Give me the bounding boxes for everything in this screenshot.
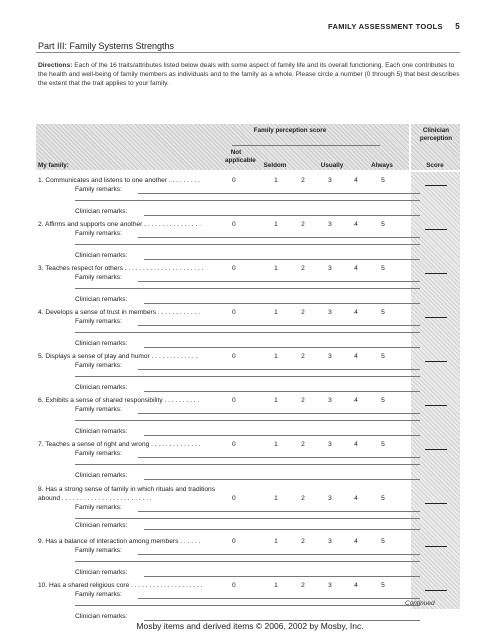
score-option-2[interactable]: 2 xyxy=(301,221,305,228)
family-remarks-label: Family remarks: xyxy=(75,362,122,369)
clinician-remarks-label: Clinician remarks: xyxy=(75,569,128,576)
trait-item-10 xyxy=(36,582,460,626)
family-remarks-line[interactable] xyxy=(75,561,420,562)
clinician-remarks-line[interactable] xyxy=(144,347,420,348)
family-remarks-label: Family remarks: xyxy=(75,450,122,457)
clinician-score-blank[interactable] xyxy=(425,273,447,274)
score-option-2[interactable]: 2 xyxy=(301,441,305,448)
not-applicable-option[interactable]: 0 xyxy=(232,221,236,228)
score-option-4[interactable]: 4 xyxy=(354,177,358,184)
score-option-4[interactable]: 4 xyxy=(354,309,358,316)
family-remarks-line[interactable] xyxy=(138,511,420,512)
trait-item-6 xyxy=(36,397,460,441)
trait-item-2 xyxy=(36,221,460,265)
clinician-remarks-line[interactable] xyxy=(144,303,420,304)
header-clinician-perception: Clinician perception xyxy=(419,127,453,142)
page-number: 5 xyxy=(455,22,460,31)
clinician-remarks-line[interactable] xyxy=(144,259,420,260)
trait-item-1 xyxy=(36,177,460,221)
clinician-score-blank[interactable] xyxy=(425,317,447,318)
clinician-remarks-label: Clinician remarks: xyxy=(75,252,128,259)
score-option-2[interactable]: 2 xyxy=(301,309,305,316)
score-option-4[interactable]: 4 xyxy=(354,582,358,589)
not-applicable-option[interactable]: 0 xyxy=(232,538,236,545)
score-option-5[interactable]: 5 xyxy=(381,265,385,272)
score-option-5[interactable]: 5 xyxy=(381,495,385,502)
family-remarks-line[interactable] xyxy=(75,464,420,465)
family-remarks-label: Family remarks: xyxy=(75,406,122,413)
not-applicable-option[interactable]: 0 xyxy=(232,495,236,502)
family-remarks-line[interactable] xyxy=(138,369,420,370)
score-option-3[interactable]: 3 xyxy=(328,221,332,228)
clinician-score-blank[interactable] xyxy=(425,546,447,547)
score-option-2[interactable]: 2 xyxy=(301,177,305,184)
clinician-score-blank[interactable] xyxy=(425,361,447,362)
header-family-underline xyxy=(232,145,380,146)
score-option-4[interactable]: 4 xyxy=(354,538,358,545)
clinician-score-blank[interactable] xyxy=(425,185,447,186)
score-option-3[interactable]: 3 xyxy=(328,265,332,272)
part-title: Part III: Family Systems Strengths xyxy=(38,41,175,51)
trait-item-8 xyxy=(36,486,460,530)
trait-item-9 xyxy=(36,538,460,582)
score-option-4[interactable]: 4 xyxy=(354,495,358,502)
clinician-remarks-line[interactable] xyxy=(144,479,420,480)
header-score: Score xyxy=(426,162,444,169)
score-option-5[interactable]: 5 xyxy=(381,221,385,228)
score-option-1[interactable]: 1 xyxy=(274,265,278,272)
clinician-remarks-label: Clinician remarks: xyxy=(75,296,128,303)
score-option-5[interactable]: 5 xyxy=(381,397,385,404)
clinician-remarks-line[interactable] xyxy=(144,391,420,392)
score-option-4[interactable]: 4 xyxy=(354,265,358,272)
copyright-notice: Mosby items and derived items © 2006, 2002 by Mosby, Inc. xyxy=(136,621,364,631)
score-option-3[interactable]: 3 xyxy=(328,441,332,448)
header-always: Always xyxy=(371,162,393,169)
family-remarks-line[interactable] xyxy=(75,200,420,201)
family-remarks-line[interactable] xyxy=(138,281,420,282)
clinician-score-blank[interactable] xyxy=(425,405,447,406)
score-option-5[interactable]: 5 xyxy=(381,441,385,448)
score-option-1[interactable]: 1 xyxy=(274,309,278,316)
score-option-3[interactable]: 3 xyxy=(328,397,332,404)
not-applicable-option[interactable]: 0 xyxy=(232,397,236,404)
score-option-1[interactable]: 1 xyxy=(274,177,278,184)
not-applicable-option[interactable]: 0 xyxy=(232,353,236,360)
family-remarks-label: Family remarks: xyxy=(75,591,122,598)
score-option-3[interactable]: 3 xyxy=(328,177,332,184)
score-option-2[interactable]: 2 xyxy=(301,538,305,545)
running-head xyxy=(250,22,460,31)
score-option-1[interactable]: 1 xyxy=(274,495,278,502)
not-applicable-option[interactable]: 0 xyxy=(232,309,236,316)
score-option-3[interactable]: 3 xyxy=(328,538,332,545)
trait-statement: 2. Affirms and supports one another . . . . . . . . . . . . . . . . xyxy=(38,221,201,228)
trait-item-7 xyxy=(36,441,460,485)
clinician-score-blank[interactable] xyxy=(425,503,447,504)
trait-item-3 xyxy=(36,265,460,309)
clinician-remarks-line[interactable] xyxy=(144,576,420,577)
family-remarks-line[interactable] xyxy=(138,193,420,194)
continued-label: Continued xyxy=(405,600,435,607)
score-option-2[interactable]: 2 xyxy=(301,265,305,272)
title-rule xyxy=(36,52,460,53)
clinician-remarks-label: Clinician remarks: xyxy=(75,208,128,215)
running-head-title: FAMILY ASSESSMENT TOOLS xyxy=(328,22,443,31)
trait-statement: 9. Has a balance of interaction among members . . . . . . xyxy=(38,538,201,545)
family-remarks-line[interactable] xyxy=(75,332,420,333)
header-my-family: My family: xyxy=(38,162,69,169)
score-option-5[interactable]: 5 xyxy=(381,177,385,184)
family-remarks-line[interactable] xyxy=(138,325,420,326)
header-divider xyxy=(409,124,411,170)
score-option-5[interactable]: 5 xyxy=(381,309,385,316)
score-option-2[interactable]: 2 xyxy=(301,353,305,360)
family-remarks-label: Family remarks: xyxy=(75,318,122,325)
family-remarks-line[interactable] xyxy=(75,288,420,289)
family-remarks-line[interactable] xyxy=(138,598,420,599)
clinician-remarks-label: Clinician remarks: xyxy=(75,340,128,347)
family-remarks-line[interactable] xyxy=(75,376,420,377)
header-usually: Usually xyxy=(320,162,344,169)
not-applicable-option[interactable]: 0 xyxy=(232,177,236,184)
clinician-remarks-label: Clinician remarks: xyxy=(75,384,128,391)
score-option-3[interactable]: 3 xyxy=(328,582,332,589)
score-option-3[interactable]: 3 xyxy=(328,309,332,316)
family-remarks-line[interactable] xyxy=(138,237,420,238)
score-option-2[interactable]: 2 xyxy=(301,495,305,502)
directions-label: Directions: xyxy=(38,62,73,69)
clinician-remarks-line[interactable] xyxy=(144,215,420,216)
score-option-1[interactable]: 1 xyxy=(274,221,278,228)
directions-text: Each of the 16 traits/attributes listed below deals with some aspect of family life and its overall functioning. Each one contributes to the health and well-being of family members as individuals and to the family as a whole. Please circle a number (0 through 5) that best describes the extent that the trait applies to your family. xyxy=(38,62,460,87)
score-option-4[interactable]: 4 xyxy=(354,353,358,360)
trait-statement: 3. Teaches respect for others . . . . . . . . . . . . . . . . . . . . . . xyxy=(38,265,204,272)
score-option-1[interactable]: 1 xyxy=(274,538,278,545)
not-applicable-option[interactable]: 0 xyxy=(232,441,236,448)
family-remarks-label: Family remarks: xyxy=(75,230,122,237)
score-option-5[interactable]: 5 xyxy=(381,582,385,589)
score-option-1[interactable]: 1 xyxy=(274,397,278,404)
score-option-2[interactable]: 2 xyxy=(301,582,305,589)
family-remarks-label: Family remarks: xyxy=(75,504,122,511)
clinician-score-blank[interactable] xyxy=(425,590,447,591)
score-option-4[interactable]: 4 xyxy=(354,397,358,404)
score-option-1[interactable]: 1 xyxy=(274,582,278,589)
clinician-score-blank[interactable] xyxy=(425,229,447,230)
clinician-remarks-label: Clinician remarks: xyxy=(75,472,128,479)
score-option-3[interactable]: 3 xyxy=(328,353,332,360)
trait-item-4 xyxy=(36,309,460,353)
family-remarks-line[interactable] xyxy=(75,244,420,245)
trait-statement: 5. Displays a sense of play and humor . . . . . . . . . . . . . xyxy=(38,353,198,360)
clinician-remarks-label: Clinician remarks: xyxy=(75,522,128,529)
score-option-1[interactable]: 1 xyxy=(274,353,278,360)
family-remarks-label: Family remarks: xyxy=(75,547,122,554)
directions xyxy=(38,61,462,88)
family-remarks-line[interactable] xyxy=(138,554,420,555)
score-option-1[interactable]: 1 xyxy=(274,441,278,448)
clinician-remarks-line[interactable] xyxy=(144,435,420,436)
not-applicable-option[interactable]: 0 xyxy=(232,265,236,272)
score-option-4[interactable]: 4 xyxy=(354,221,358,228)
family-remarks-line[interactable] xyxy=(138,413,420,414)
trait-statement: 7. Teaches a sense of right and wrong . . . . . . . . . . . . . . xyxy=(38,441,201,448)
score-option-3[interactable]: 3 xyxy=(328,495,332,502)
clinician-remarks-label: Clinician remarks: xyxy=(75,613,128,620)
score-option-5[interactable]: 5 xyxy=(381,353,385,360)
header-seldom: Seldom xyxy=(263,162,287,169)
header-not-applicable: Not applicable xyxy=(225,149,256,164)
family-remarks-line[interactable] xyxy=(75,518,420,519)
clinician-remarks-label: Clinician remarks: xyxy=(75,428,128,435)
trait-statement: 8. Has a strong sense of family in which rituals and traditions abound . . . . . . . . . . . . . . . . . . . . . . . . . xyxy=(38,486,216,502)
trait-statement: 6. Exhibits a sense of shared responsibility . . . . . . . . . . xyxy=(38,397,200,404)
trait-statement: 4. Develops a sense of trust in members . . . . . . . . . . . . xyxy=(38,309,200,316)
trait-statement: 10. Has a shared religious core . . . . . . . . . . . . . . . . . . . . xyxy=(38,582,203,589)
family-remarks-label: Family remarks: xyxy=(75,186,122,193)
clinician-score-blank[interactable] xyxy=(425,449,447,450)
header-family-perception: Family perception score xyxy=(253,127,327,134)
score-option-2[interactable]: 2 xyxy=(301,397,305,404)
trait-statement: 1. Communicates and listens to one another . . . . . . . . . xyxy=(38,177,200,184)
score-option-5[interactable]: 5 xyxy=(381,538,385,545)
not-applicable-option[interactable]: 0 xyxy=(232,582,236,589)
clinician-remarks-line[interactable] xyxy=(144,529,420,530)
family-remarks-label: Family remarks: xyxy=(75,274,122,281)
score-option-4[interactable]: 4 xyxy=(354,441,358,448)
family-remarks-line[interactable] xyxy=(75,420,420,421)
family-remarks-line[interactable] xyxy=(138,457,420,458)
family-remarks-line[interactable] xyxy=(75,605,420,606)
trait-item-5 xyxy=(36,353,460,397)
